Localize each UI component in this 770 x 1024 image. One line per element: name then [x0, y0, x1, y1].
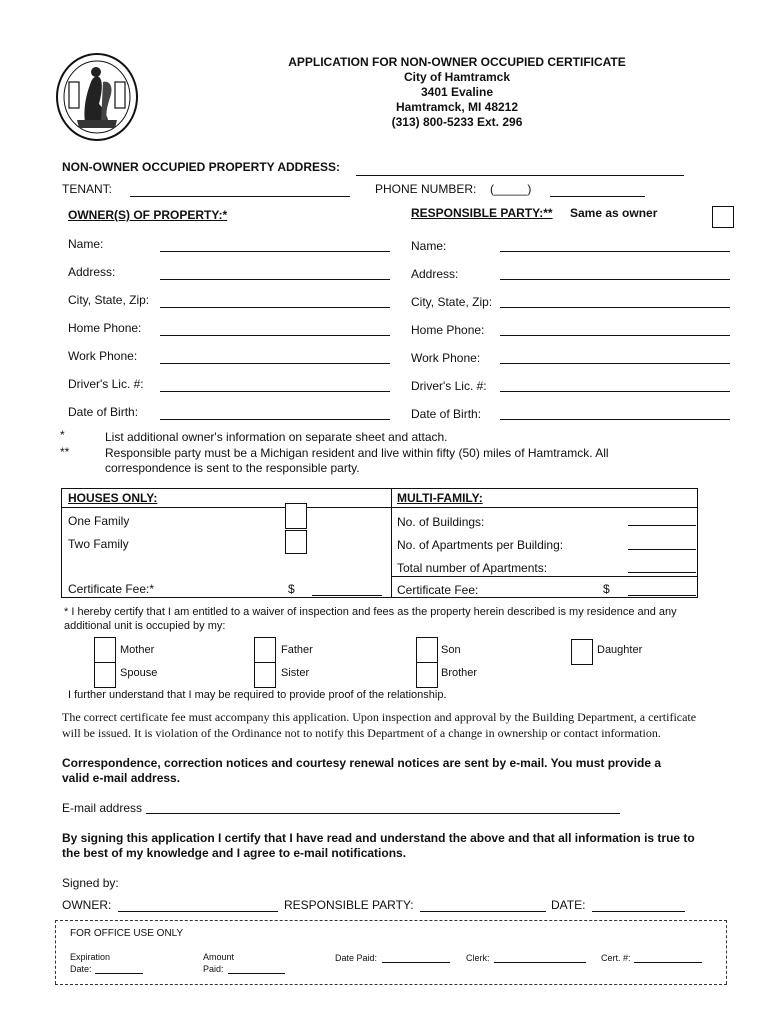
responsible-city-label: City, State, Zip:: [411, 295, 493, 309]
son-label: Son: [441, 644, 461, 656]
multi-fee-dollar: $: [603, 582, 610, 596]
clerk-label: Clerk:: [466, 953, 490, 963]
date-signature-field[interactable]: [592, 911, 685, 912]
fee-notice-2: will be issued. It is violation of the Ordinance not to notify this Department of a change in ownership or contact information.: [62, 726, 661, 740]
two-family-checkbox[interactable]: [285, 530, 307, 554]
sister-checkbox[interactable]: [254, 662, 276, 688]
owner-signature-field[interactable]: [118, 911, 278, 912]
one-family-checkbox[interactable]: [285, 503, 307, 529]
num-buildings-label: No. of Buildings:: [397, 515, 485, 529]
signed-by-label: Signed by:: [62, 876, 119, 890]
owner-license-field[interactable]: [160, 391, 390, 392]
tenant-label: TENANT:: [62, 182, 113, 196]
multi-family-heading: MULTI-FAMILY:: [397, 491, 483, 505]
note-star-2: **: [60, 445, 70, 459]
form-title: APPLICATION FOR NON-OWNER OCCUPIED CERTIFICATE: [288, 55, 626, 69]
apts-per-building-label: No. of Apartments per Building:: [397, 538, 564, 552]
date-signature-label: DATE:: [551, 898, 586, 912]
responsible-dob-label: Date of Birth:: [411, 407, 482, 421]
expiration-date-field[interactable]: [95, 973, 143, 974]
office-use-heading: FOR OFFICE USE ONLY: [70, 928, 184, 939]
date-paid-field[interactable]: [382, 962, 450, 963]
property-address-label: NON-OWNER OCCUPIED PROPERTY ADDRESS:: [62, 160, 341, 174]
note-responsible-party: Responsible party must be a Michigan resident and live within fifty (50) miles of Hamtramck. All: [105, 446, 609, 460]
houses-heading: HOUSES ONLY:: [68, 491, 158, 505]
cert-number-label: Cert. #:: [601, 953, 631, 963]
responsible-heading: RESPONSIBLE PARTY:**: [411, 206, 553, 220]
spouse-checkbox[interactable]: [94, 662, 116, 688]
responsible-address-label: Address:: [411, 267, 459, 281]
owner-work-phone-label: Work Phone:: [68, 349, 138, 363]
houses-fee-field[interactable]: [312, 595, 382, 596]
note-additional-owners: List additional owner's information on separate sheet and attach.: [105, 430, 448, 444]
houses-fee-label: Certificate Fee:*: [68, 582, 155, 596]
owner-dob-label: Date of Birth:: [68, 405, 139, 419]
phone-number-field[interactable]: [550, 196, 645, 197]
tenant-field[interactable]: [130, 196, 350, 197]
owner-address-field[interactable]: [160, 279, 390, 280]
apts-per-building-field[interactable]: [628, 549, 696, 550]
date-paid-label: Date Paid:: [335, 953, 378, 963]
father-checkbox[interactable]: [254, 637, 276, 663]
responsible-city-field[interactable]: [500, 307, 730, 308]
street-address: 3401 Evaline: [420, 85, 494, 99]
daughter-checkbox[interactable]: [571, 639, 593, 665]
two-family-label: Two Family: [68, 537, 129, 551]
amount-label: Amount: [203, 952, 235, 962]
owner-city-label: City, State, Zip:: [68, 293, 150, 307]
daughter-label: Daughter: [597, 644, 643, 656]
city-state-zip: Hamtramck, MI 48212: [395, 100, 519, 114]
total-apts-field[interactable]: [628, 572, 696, 573]
amount-paid-field[interactable]: [228, 973, 285, 974]
multi-fee-label: Certificate Fee:: [397, 583, 479, 597]
owner-city-field[interactable]: [160, 307, 390, 308]
brother-label: Brother: [441, 667, 478, 679]
email-notice-2: valid e-mail address.: [62, 771, 181, 785]
owners-heading: OWNER(S) OF PROPERTY:*: [68, 208, 228, 222]
responsible-home-phone-field[interactable]: [500, 335, 730, 336]
son-checkbox[interactable]: [416, 637, 438, 663]
property-address-field[interactable]: [356, 175, 684, 176]
email-notice-1: Correspondence, correction notices and courtesy renewal notices are sent by e-mail. You must provide a: [62, 756, 662, 770]
responsible-home-phone-label: Home Phone:: [411, 323, 485, 337]
owner-name-label: Name:: [68, 237, 104, 251]
amount-paid-label: Paid:: [203, 964, 224, 974]
responsible-signature-label: RESPONSIBLE PARTY:: [284, 898, 414, 912]
note-star-1: *: [60, 428, 65, 442]
proof-notice: I further understand that I may be required to provide proof of the relationship.: [68, 689, 447, 701]
certify-text-2: the best of my knowledge and I agree to e-mail notifications.: [62, 846, 407, 860]
owner-name-field[interactable]: [160, 251, 390, 252]
houses-fee-dollar: $: [288, 582, 295, 596]
responsible-license-field[interactable]: [500, 391, 730, 392]
spouse-label: Spouse: [120, 667, 158, 679]
phone-number-label: PHONE NUMBER:: [375, 182, 477, 196]
owner-home-phone-label: Home Phone:: [68, 321, 142, 335]
email-field[interactable]: [146, 813, 620, 814]
email-label: E-mail address: [62, 801, 143, 815]
clerk-field[interactable]: [494, 962, 586, 963]
certify-text-1: By signing this application I certify that I have read and understand the above and that all information is true to: [62, 831, 695, 845]
sister-label: Sister: [281, 667, 310, 679]
father-label: Father: [281, 644, 313, 656]
responsible-address-field[interactable]: [500, 279, 730, 280]
owner-signature-label: OWNER:: [62, 898, 112, 912]
responsible-dob-field[interactable]: [500, 419, 730, 420]
owner-home-phone-field[interactable]: [160, 335, 390, 336]
responsible-signature-field[interactable]: [420, 911, 546, 912]
mother-checkbox[interactable]: [94, 637, 116, 663]
owner-work-phone-field[interactable]: [160, 363, 390, 364]
total-apts-label: Total number of Apartments:: [397, 561, 548, 575]
mother-label: Mother: [120, 644, 155, 656]
same-as-owner-checkbox[interactable]: [712, 206, 734, 228]
same-as-owner-label: Same as owner: [570, 206, 658, 220]
num-buildings-field[interactable]: [628, 525, 696, 526]
responsible-name-field[interactable]: [500, 251, 730, 252]
fee-notice-1: The correct certificate fee must accompany this application. Upon inspection and approval by the Building Department, a certificate: [62, 710, 697, 724]
phone-area-code[interactable]: (_____): [490, 182, 532, 196]
responsible-work-phone-label: Work Phone:: [411, 351, 481, 365]
expiration-label: Expiration: [70, 952, 111, 962]
owner-address-label: Address:: [68, 265, 116, 279]
responsible-work-phone-field[interactable]: [500, 363, 730, 364]
waiver-text-2: additional unit is occupied by my:: [64, 620, 226, 632]
responsible-name-label: Name:: [411, 239, 447, 253]
one-family-label: One Family: [68, 514, 130, 528]
cert-number-field[interactable]: [634, 962, 702, 963]
office-phone: (313) 800-5233 Ext. 296: [391, 115, 523, 129]
note-correspondence: correspondence is sent to the responsible party.: [105, 461, 360, 475]
owner-license-label: Driver's Lic. #:: [68, 377, 144, 391]
expiration-date-label: Date:: [70, 964, 92, 974]
multi-fee-field[interactable]: [628, 595, 696, 596]
responsible-license-label: Driver's Lic. #:: [411, 379, 487, 393]
brother-checkbox[interactable]: [416, 662, 438, 688]
waiver-text-1: * I hereby certify that I am entitled to a waiver of inspection and fees as the property herein described is my residence and any: [64, 606, 677, 618]
city-name: City of Hamtramck: [403, 70, 511, 84]
owner-dob-field[interactable]: [160, 419, 390, 420]
